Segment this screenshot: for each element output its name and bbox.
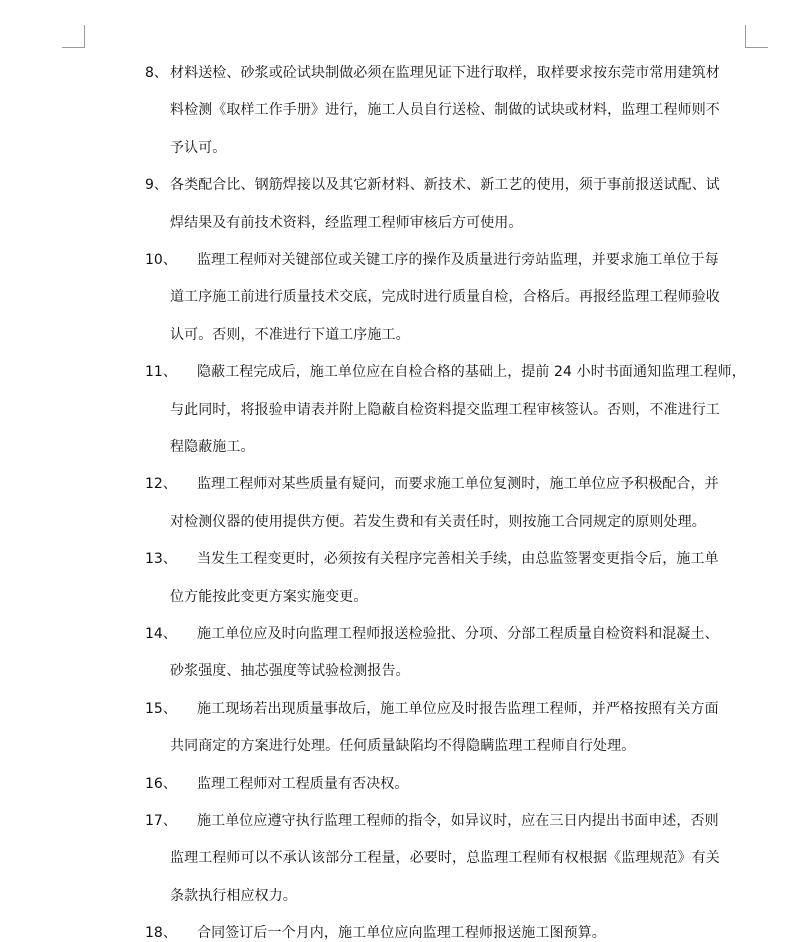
clause-continuation-line: 与此同时，将报验申请表并附上隐蔽自检资料提交监理工程审核签认。否则，不准进行工 <box>170 401 720 418</box>
clause-first-line: 隐蔽工程完成后，施工单位应在自检合格的基础上，提前 24 小时书面通知监理工程师， <box>197 364 746 381</box>
clause-number: 12、 <box>145 476 177 493</box>
clause-number: 18、 <box>145 925 177 942</box>
clause-first-line: 施工单位应及时向监理工程师报送检验批、分项、分部工程质量自检资料和混凝土、 <box>197 626 719 642</box>
clause-number: 11、 <box>145 364 177 381</box>
clause-first-line: 材料送检、砂浆或砼试块制做必须在监理见证下进行取样，取样要求按东莞市常用建筑材 <box>170 65 720 81</box>
clause-first-line: 施工现场若出现质量事故后，施工单位应及时报告监理工程师，并严格按照有关方面 <box>197 700 719 717</box>
clause-number: 15、 <box>145 700 177 717</box>
clause-continuation-line: 共同商定的方案进行处理。任何质量缺陷均不得隐瞒监理工程师自行处理。 <box>170 738 636 755</box>
clause-continuation-line: 条款执行相应权力。 <box>170 887 297 904</box>
clause-continuation-line: 认可。否则，不准进行下道工序施工。 <box>170 326 410 343</box>
clause-continuation-line: 对检测仪器的使用提供方便。若发生费和有关责任时，则按施工合同规定的原则处理。 <box>170 513 706 530</box>
clause-first-line: 监理工程师对某些质量有疑问，而要求施工单位复测时，施工单位应予积极配合，并 <box>197 476 719 493</box>
clause-first-line: 监理工程师对关键部位或关键工序的操作及质量进行旁站监理，并要求施工单位于每 <box>197 252 719 268</box>
clause-continuation-line: 砂浆强度、抽芯强度等试验检测报告。 <box>170 663 410 680</box>
clause-number: 9、 <box>145 177 168 194</box>
clause-first-line: 施工单位应遵守执行监理工程师的指令，如异议时，应在三日内提出书面申述，否则 <box>197 813 719 829</box>
clause-continuation-line: 监理工程师可以不承认该部分工程量，必要时，总监理工程师有权根据《监理规范》有关 <box>170 850 720 867</box>
clause-continuation-line: 予认可。 <box>170 139 227 156</box>
margin-mark-top-right <box>745 25 768 48</box>
clause-continuation-line: 位方能按此变更方案实施变更。 <box>170 588 368 605</box>
clause-number: 14、 <box>145 626 177 642</box>
clause-continuation-line: 程隐蔽施工。 <box>170 438 255 455</box>
clause-first-line: 监理工程师对工程质量有否决权。 <box>197 775 409 792</box>
clause-first-line: 合同签订后一个月内，施工单位应向监理工程师报送施工图预算。 <box>197 925 606 942</box>
clause-number: 17、 <box>145 813 177 829</box>
clause-first-line: 各类配合比、钢筋焊接以及其它新材料、新技术、新工艺的使用，须于事前报送试配、试 <box>170 177 720 194</box>
margin-mark-top-left <box>62 25 85 48</box>
clause-continuation-line: 料检测《取样工作手册》进行，施工人员自行送检、制做的试块或材料，监理工程师则不 <box>170 102 720 119</box>
clause-number: 16、 <box>145 775 177 792</box>
clause-first-line: 当发生工程变更时，必须按有关程序完善相关手续，由总监签署变更指令后，施工单 <box>197 551 719 568</box>
clause-number: 13、 <box>145 551 177 568</box>
clause-continuation-line: 焊结果及有前技术资料，经监理工程师审核后方可使用。 <box>170 214 523 231</box>
clause-number: 10、 <box>145 252 177 268</box>
clause-continuation-line: 道工序施工前进行质量技术交底，完成时进行质量自检，合格后。再报经监理工程师验收 <box>170 289 720 306</box>
clause-number: 8、 <box>145 65 168 81</box>
